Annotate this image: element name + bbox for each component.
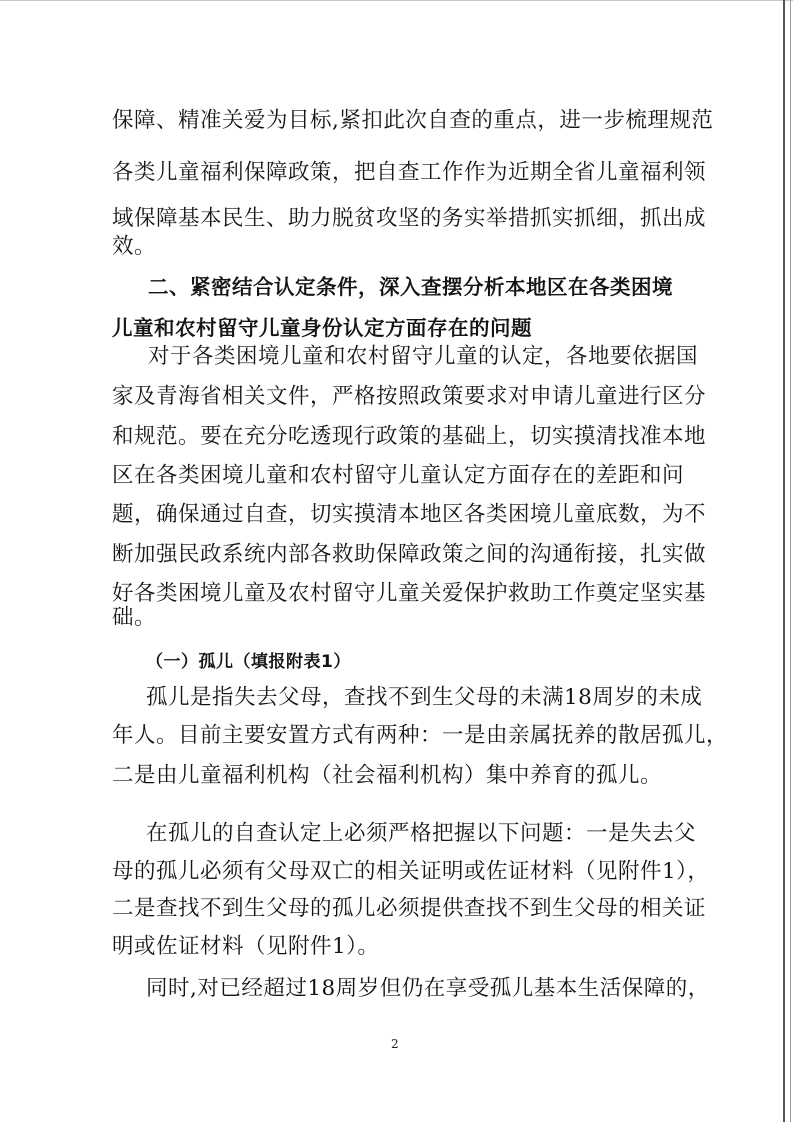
- paragraph-line: 断加强民政系统内部各救助保障政策之间的沟通衔接，扎实做: [112, 542, 707, 567]
- paragraph-line: 和规范。要在充分吃透现行政策的基础上，切实摸清找准本地: [112, 424, 707, 449]
- scan-edge: [783, 0, 785, 1122]
- paragraph-line: 区在各类困境儿童和农村留守儿童认定方面存在的差距和问: [112, 463, 685, 488]
- paragraph-line: 好各类困境儿童及农村留守儿童关爱保护救助工作奠定坚实基: [112, 581, 707, 606]
- paragraph-line: 明或佐证材料（见附件1）。: [112, 934, 380, 959]
- scan-top-border: [0, 0, 793, 8]
- subsection-heading: （一）孤儿（填报附表1）: [146, 652, 351, 672]
- paragraph-line: 在孤儿的自查认定上必须严格把握以下问题：一是失去父: [146, 821, 697, 846]
- paragraph-line: 题，确保通过自查，切实摸清本地区各类困境儿童底数，为不: [112, 502, 707, 527]
- section-heading: 儿童和农村留守儿童身份认定方面存在的问题: [112, 316, 532, 340]
- paragraph-line: 年人。目前主要安置方式有两种：一是由亲属抚养的散居孤儿，: [112, 723, 729, 748]
- paragraph-line: 二是由儿童福利机构（社会福利机构）集中养育的孤儿。: [112, 763, 663, 788]
- paragraph-line: 二是查找不到生父母的孤儿必须提供查找不到生父母的相关证: [112, 896, 707, 921]
- page-number: 2: [391, 1037, 399, 1051]
- paragraph-line: 各类儿童福利保障政策，把自查工作作为近期全省儿童福利领: [112, 160, 707, 185]
- paragraph-line: 域保障基本民生、助力脱贫攻坚的务实举措抓实抓细，抓出成: [112, 206, 707, 231]
- paragraph-line: 同时,对已经超过18周岁但仍在享受孤儿基本生活保障的，: [146, 976, 710, 1001]
- section-heading: 二、紧密结合认定条件，深入查摆分析本地区在各类困境: [148, 275, 673, 299]
- paragraph-line: 家及青海省相关文件，严格按照政策要求对申请儿童进行区分: [112, 384, 707, 409]
- paragraph-line: 保障、精准关爱为目标,紧扣此次自查的重点，进一步梳理规范: [112, 108, 714, 133]
- paragraph-line: 母的孤儿必须有父母双亡的相关证明或佐证材料（见附件1），: [112, 859, 710, 884]
- paragraph-line: 对于各类困境儿童和农村留守儿童的认定，各地要依据国: [148, 344, 699, 369]
- paragraph-line: 础。: [112, 605, 157, 630]
- paragraph-line: 孤儿是指失去父母，查找不到生父母的未满18周岁的未成: [146, 685, 703, 710]
- scan-edge-outer: [790, 0, 791, 1122]
- paragraph-line: 效。: [112, 234, 157, 259]
